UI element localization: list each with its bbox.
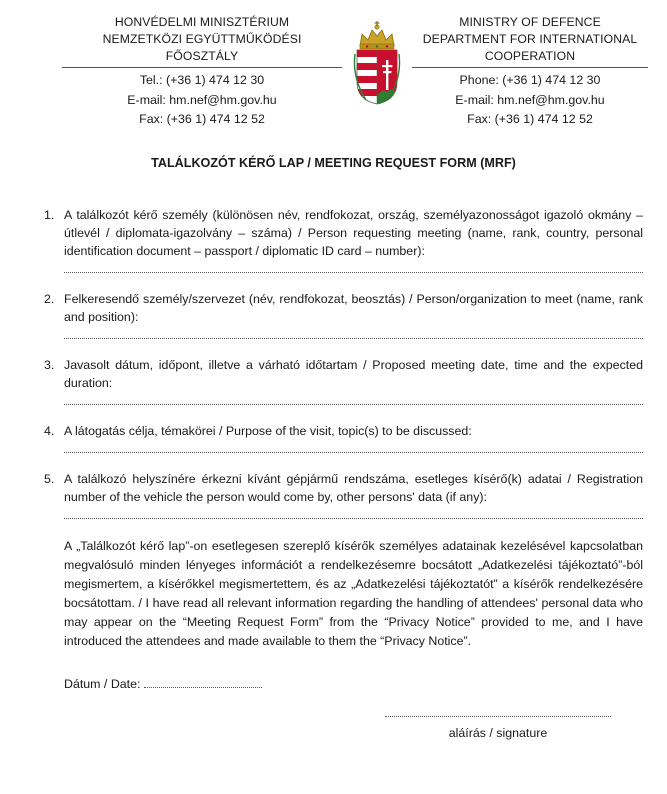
department-name-en: [412, 14, 648, 65]
phone-text: Phone: (+36 1) 474 12 30: [459, 73, 601, 87]
fax-text: Fax: (+36 1) 474 12 52: [139, 112, 265, 126]
item-question: A találkozót kérő személy (különösen név, rendfokozat, ország, személyazonosságot igazoló okmány – útlevél / diplomata-igazolvány – száma) / Person requesting meeting (name, rank, country, personal identification document – passport / diplomatic ID card – number):: [64, 208, 643, 258]
department-name-line: MINISTRY OF DEFENCE: [459, 15, 601, 29]
date-label: Dátum / Date:: [64, 677, 141, 691]
answer-field[interactable]: [64, 506, 643, 519]
email-text: E-mail: hm.nef@hm.gov.hu: [127, 92, 277, 107]
date-row: [64, 677, 262, 691]
item-body: [64, 356, 643, 405]
signature-label: aláírás / signature: [448, 726, 548, 740]
date-field[interactable]: [144, 677, 262, 688]
signature-field[interactable]: [385, 716, 611, 717]
form-title: TALÁLKOZÓT KÉRŐ LAP / MEETING REQUEST FORM (MRF): [151, 156, 516, 170]
department-name-line: NEMZETKÖZI EGYÜTTMŰKÖDÉSI: [102, 32, 302, 46]
form-items: [44, 206, 643, 536]
header-left: [62, 14, 342, 130]
item-number: 2.: [44, 292, 55, 306]
item-question: A találkozó helyszínére érkezni kívánt gépjármű rendszáma, esetleges kísérő(k) adatai / Registration number of the vehicle the person would come by, other persons' data (if any):: [64, 472, 643, 504]
item-number: 4.: [44, 424, 55, 438]
item-body: [64, 470, 643, 519]
consent-statement: A „Találkozót kérő lap”-on esetlegesen szereplő kísérők személyes adatainak kezelésével kapcsolatban megvalósuló minden lényeges információt a rendelkezésemre bocsátott „Adatkezelési tájékoztató”-ból megismertem, a kísérőkkel megismertettem, és az „Adatkezelési tájékoztatót” a kísérők rendelkezésére bocsátottam. / I have read all relevant information regarding the handling of attendees' personal data who may appear on the “Meeting Request Form” from the “Privacy Notice” provided to me, and I have introduced the attendees and made available to them the “Privacy Notice”.: [64, 539, 643, 648]
item-question: Javasolt dátum, időpont, illetve a várható időtartam / Proposed meeting date, time and the expected duration:: [64, 358, 643, 390]
form-item: [44, 356, 643, 405]
item-number: 5.: [44, 472, 55, 486]
item-question: A látogatás célja, témakörei / Purpose of the visit, topic(s) to be discussed:: [64, 424, 472, 438]
phone-text: Tel.: (+36 1) 474 12 30: [139, 73, 265, 87]
answer-field[interactable]: [64, 392, 643, 405]
item-body: [64, 290, 643, 339]
coat-of-arms-icon: [352, 20, 402, 106]
contact-block-hu: [62, 71, 342, 130]
answer-field[interactable]: [64, 326, 643, 339]
department-name-line: HONVÉDELMI MINISZTÉRIUM: [114, 15, 290, 29]
header-divider: [412, 67, 648, 68]
answer-field[interactable]: [64, 260, 643, 273]
header-divider: [62, 67, 342, 68]
fax-text: Fax: (+36 1) 474 12 52: [467, 112, 593, 126]
department-name-hu: [62, 14, 342, 65]
department-name-line: COOPERATION: [484, 49, 576, 63]
contact-block-en: [412, 71, 648, 130]
department-name-line: FŐOSZTÁLY: [165, 49, 239, 63]
form-item: [44, 422, 643, 453]
form-item: [44, 470, 643, 519]
email-text: E-mail: hm.nef@hm.gov.hu: [455, 92, 605, 107]
header-right: [412, 14, 648, 130]
department-name-line: DEPARTMENT FOR INTERNATIONAL: [422, 32, 638, 46]
form-item: [44, 290, 643, 339]
item-question: Felkeresendő személy/szervezet (név, rendfokozat, beosztás) / Person/organization to meet (name, rank and position):: [64, 292, 643, 324]
answer-field[interactable]: [64, 440, 643, 453]
item-body: [64, 422, 643, 453]
item-number: 3.: [44, 358, 55, 372]
form-item: [44, 206, 643, 273]
item-body: [64, 206, 643, 273]
item-number: 1.: [44, 208, 55, 222]
